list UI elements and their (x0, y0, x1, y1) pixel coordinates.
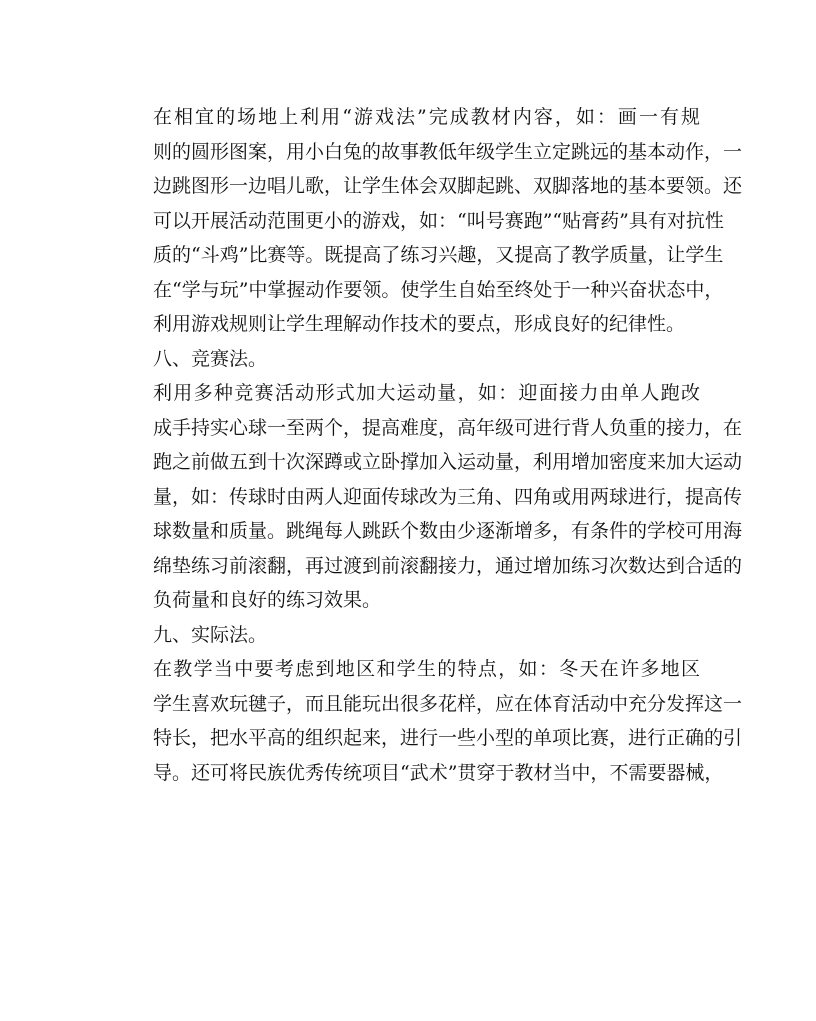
heading-text: 九、实际法。 (153, 623, 268, 646)
text-line: 绵垫练习前滚翻，再过渡到前滚翻接力，通过增加练习次数达到合适的 (153, 554, 743, 577)
heading-text: 八、竞赛法。 (153, 347, 268, 370)
document-body (115, 100, 743, 790)
text-line: 可以开展活动范围更小的游戏，如：“叫号赛跑”“贴膏药”具有对抗性 (153, 209, 724, 232)
text-line: 在“学与玩”中掌握动作要领。使学生自始至终处于一种兴奋状态中， (153, 278, 724, 301)
text-line: 球数量和质量。跳绳每人跳跃个数由少逐渐增多，有条件的学校可用海 (153, 520, 743, 542)
paragraph-game-method (115, 100, 743, 342)
text-line: 特长，把水平高的组织起来，进行一些小型的单项比赛，进行正确的引 (153, 727, 743, 749)
text-line: 成手持实心球一至两个，提高难度，高年级可进行背人负重的接力，在 (153, 416, 743, 439)
section-heading-practical (115, 618, 700, 653)
section-heading-competition (115, 342, 700, 377)
text-line: 质的“斗鸡”比赛等。既提高了练习兴趣，又提高了教学质量，让学生 (153, 244, 724, 266)
text-line: 利用多种竞赛活动形式加大运动量，如：迎面接力由单人跑改 (153, 382, 700, 404)
paragraph-competition-method (115, 376, 743, 618)
text-line: 导。还可将民族优秀传统项目“武术”贯穿于教材当中，不需要器械， (153, 761, 724, 784)
text-line: 负荷量和良好的练习效果。 (153, 589, 382, 611)
paragraph-practical-method (115, 652, 743, 790)
text-line: 跑之前做五到十次深蹲或立卧撑加入运动量，利用增加密度来加大运动 (153, 451, 743, 473)
text-line: 量，如：传球时由两人迎面传球改为三角、四角或用两球进行，提高传 (153, 485, 743, 508)
text-line: 边跳图形一边唱儿歌，让学生体会双脚起跳、双脚落地的基本要领。还 (153, 175, 743, 197)
text-line: 学生喜欢玩毽子，而且能玩出很多花样，应在体育活动中充分发挥这一 (153, 692, 743, 715)
text-line: 则的圆形图案，用小白兔的故事教低年级学生立定跳远的基本动作，一 (153, 140, 743, 163)
text-line: 在相宜的场地上利用“游戏法”完成教材内容，如：画一有规 (153, 106, 700, 128)
text-line: 在教学当中要考虑到地区和学生的特点，如：冬天在许多地区 (153, 658, 700, 680)
text-line: 利用游戏规则让学生理解动作技术的要点，形成良好的纪律性。 (153, 313, 686, 335)
